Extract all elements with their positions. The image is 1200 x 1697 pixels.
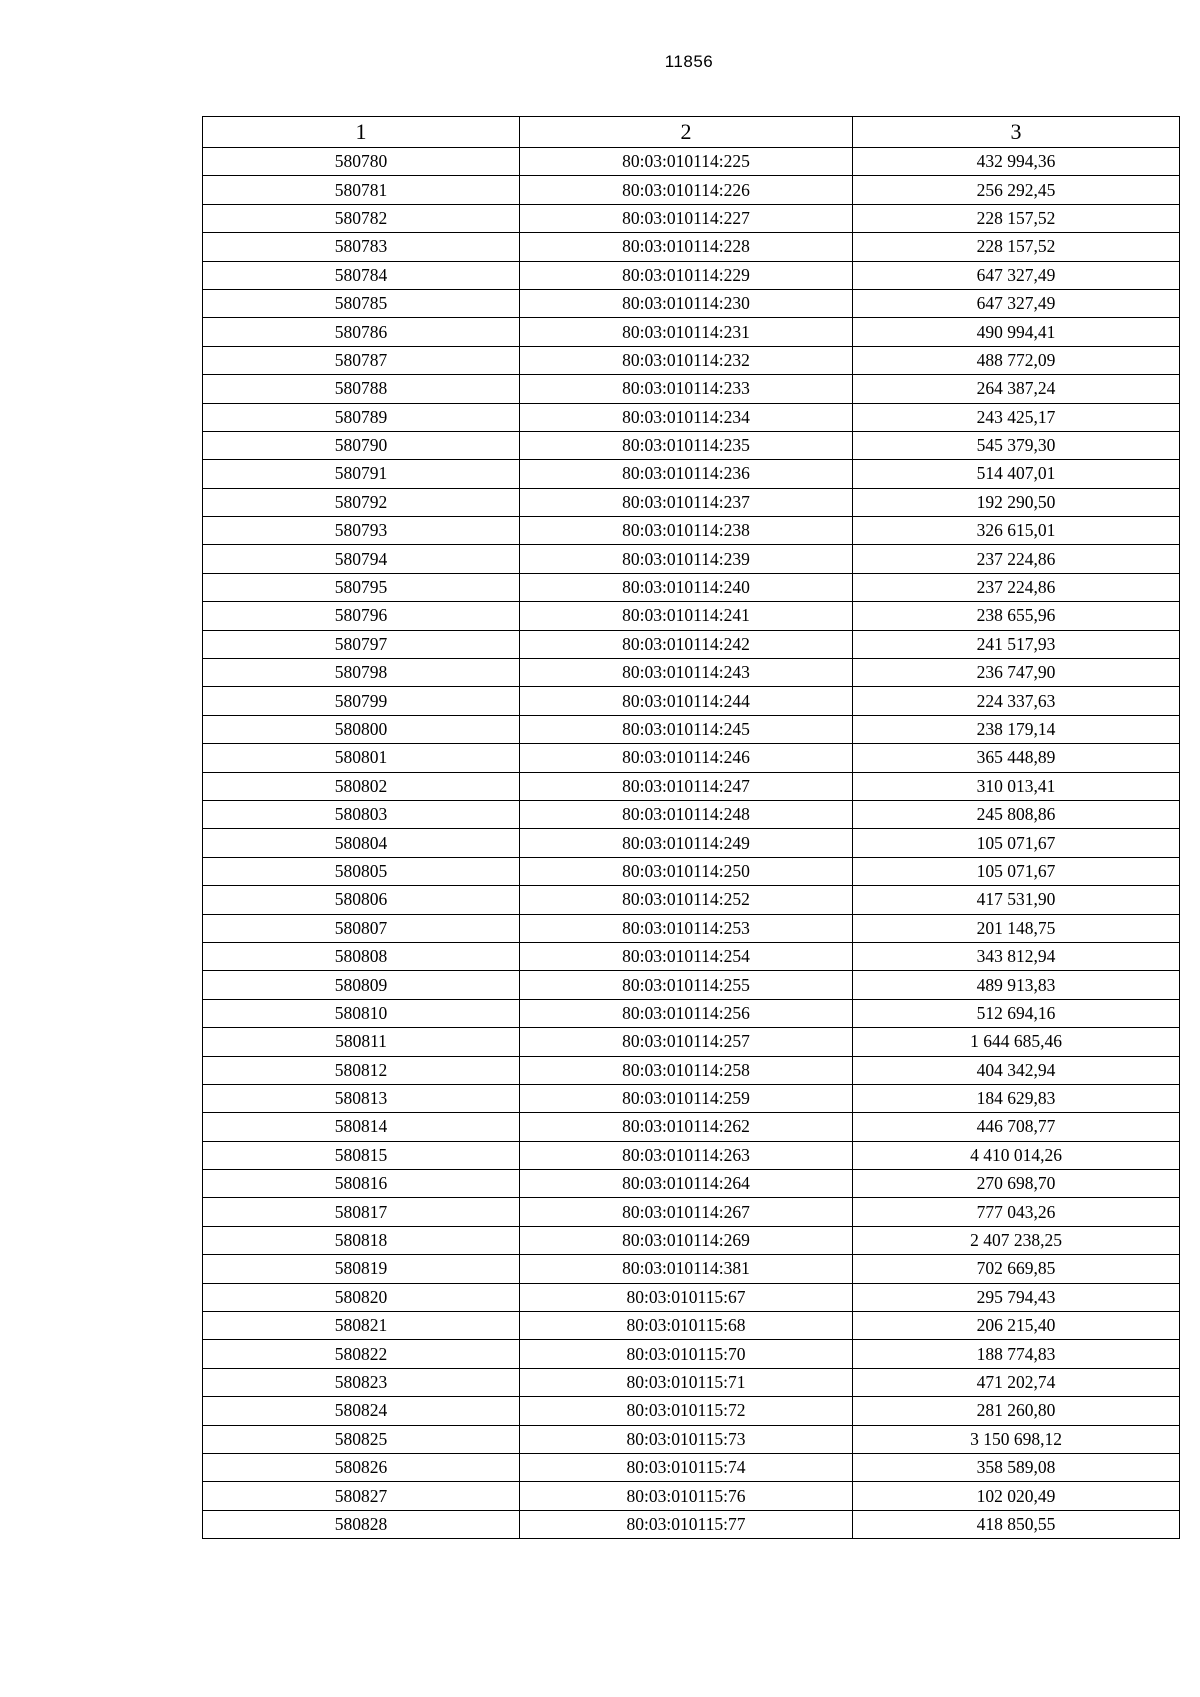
table-cell: 580790 (203, 431, 520, 459)
table-row (203, 261, 1180, 289)
table-row (203, 857, 1180, 885)
table-cell: 184 629,83 (853, 1084, 1180, 1112)
table-cell: 80:03:010114:259 (520, 1084, 853, 1112)
table-cell: 270 698,70 (853, 1170, 1180, 1198)
table-cell: 471 202,74 (853, 1368, 1180, 1396)
table-row (203, 772, 1180, 800)
table-cell: 580823 (203, 1368, 520, 1396)
table-row (203, 460, 1180, 488)
table-cell: 647 327,49 (853, 289, 1180, 317)
table-cell: 580803 (203, 800, 520, 828)
table-cell: 580782 (203, 204, 520, 232)
table-cell: 4 410 014,26 (853, 1141, 1180, 1169)
data-table (202, 116, 1180, 1539)
table-row (203, 744, 1180, 772)
table-row (203, 488, 1180, 516)
table-cell: 80:03:010114:255 (520, 971, 853, 999)
table-header-row (203, 117, 1180, 148)
table-cell: 80:03:010114:248 (520, 800, 853, 828)
table-cell: 237 224,86 (853, 545, 1180, 573)
table-cell: 241 517,93 (853, 630, 1180, 658)
table-cell: 206 215,40 (853, 1312, 1180, 1340)
table-cell: 224 337,63 (853, 687, 1180, 715)
table-cell: 105 071,67 (853, 857, 1180, 885)
table-cell: 580786 (203, 318, 520, 346)
table-row (203, 1226, 1180, 1254)
column-header: 1 (203, 117, 520, 148)
table-cell: 80:03:010114:236 (520, 460, 853, 488)
table-cell: 580820 (203, 1283, 520, 1311)
table-cell: 80:03:010114:243 (520, 659, 853, 687)
table-cell: 580801 (203, 744, 520, 772)
table-cell: 80:03:010115:77 (520, 1510, 853, 1538)
table-cell: 188 774,83 (853, 1340, 1180, 1368)
table-cell: 80:03:010114:231 (520, 318, 853, 346)
table-row (203, 573, 1180, 601)
table-cell: 80:03:010114:225 (520, 148, 853, 176)
table-cell: 80:03:010114:263 (520, 1141, 853, 1169)
table-row (203, 545, 1180, 573)
table-cell: 264 387,24 (853, 375, 1180, 403)
table-cell: 580798 (203, 659, 520, 687)
table-row (203, 1283, 1180, 1311)
table-cell: 580813 (203, 1084, 520, 1112)
table-cell: 580783 (203, 233, 520, 261)
table-cell: 404 342,94 (853, 1056, 1180, 1084)
table-cell: 295 794,43 (853, 1283, 1180, 1311)
table-cell: 80:03:010114:247 (520, 772, 853, 800)
table-row (203, 942, 1180, 970)
table-cell: 80:03:010114:232 (520, 346, 853, 374)
table-row (203, 346, 1180, 374)
table-row (203, 1255, 1180, 1283)
table-row (203, 602, 1180, 630)
table-cell: 80:03:010114:239 (520, 545, 853, 573)
table-cell: 236 747,90 (853, 659, 1180, 687)
table-cell: 365 448,89 (853, 744, 1180, 772)
table-cell: 417 531,90 (853, 886, 1180, 914)
table-cell: 256 292,45 (853, 176, 1180, 204)
table-row (203, 1141, 1180, 1169)
table-cell: 580789 (203, 403, 520, 431)
table-cell: 580800 (203, 715, 520, 743)
table-cell: 80:03:010114:227 (520, 204, 853, 232)
table-row (203, 1425, 1180, 1453)
table-row (203, 659, 1180, 687)
table-row (203, 1113, 1180, 1141)
table-row (203, 1056, 1180, 1084)
table-row (203, 800, 1180, 828)
table-cell: 80:03:010114:230 (520, 289, 853, 317)
table-cell: 80:03:010114:226 (520, 176, 853, 204)
table-row (203, 148, 1180, 176)
table-cell: 580819 (203, 1255, 520, 1283)
table-cell: 580804 (203, 829, 520, 857)
column-header: 2 (520, 117, 853, 148)
table-cell: 80:03:010114:235 (520, 431, 853, 459)
table-cell: 80:03:010114:267 (520, 1198, 853, 1226)
table-row (203, 715, 1180, 743)
table-cell: 580811 (203, 1028, 520, 1056)
table-cell: 228 157,52 (853, 204, 1180, 232)
table-cell: 446 708,77 (853, 1113, 1180, 1141)
table-cell: 580828 (203, 1510, 520, 1538)
table-cell: 1 644 685,46 (853, 1028, 1180, 1056)
table-cell: 490 994,41 (853, 318, 1180, 346)
table-cell: 80:03:010114:258 (520, 1056, 853, 1084)
table-body (203, 148, 1180, 1539)
table-row (203, 375, 1180, 403)
table-row (203, 1482, 1180, 1510)
table-row (203, 204, 1180, 232)
table-cell: 80:03:010114:249 (520, 829, 853, 857)
table-row (203, 403, 1180, 431)
column-header: 3 (853, 117, 1180, 148)
table-cell: 80:03:010114:246 (520, 744, 853, 772)
table-cell: 105 071,67 (853, 829, 1180, 857)
table-cell: 80:03:010114:252 (520, 886, 853, 914)
table-cell: 80:03:010115:68 (520, 1312, 853, 1340)
table-cell: 580817 (203, 1198, 520, 1226)
table-cell: 580784 (203, 261, 520, 289)
table-cell: 102 020,49 (853, 1482, 1180, 1510)
table-cell: 580792 (203, 488, 520, 516)
table-row (203, 1312, 1180, 1340)
table-cell: 80:03:010115:76 (520, 1482, 853, 1510)
table-cell: 80:03:010114:264 (520, 1170, 853, 1198)
table-cell: 580818 (203, 1226, 520, 1254)
table-cell: 702 669,85 (853, 1255, 1180, 1283)
table-cell: 80:03:010114:381 (520, 1255, 853, 1283)
table-cell: 243 425,17 (853, 403, 1180, 431)
table-row (203, 687, 1180, 715)
table-cell: 80:03:010114:245 (520, 715, 853, 743)
table-cell: 418 850,55 (853, 1510, 1180, 1538)
table-cell: 80:03:010114:233 (520, 375, 853, 403)
table-cell: 580826 (203, 1453, 520, 1481)
table-cell: 580802 (203, 772, 520, 800)
table-cell: 580806 (203, 886, 520, 914)
table-row (203, 1453, 1180, 1481)
table-cell: 777 043,26 (853, 1198, 1180, 1226)
table-cell: 580808 (203, 942, 520, 970)
table-row (203, 971, 1180, 999)
table-cell: 80:03:010114:237 (520, 488, 853, 516)
table-cell: 580791 (203, 460, 520, 488)
table-row (203, 233, 1180, 261)
table-cell: 80:03:010114:250 (520, 857, 853, 885)
table-row (203, 431, 1180, 459)
table-cell: 326 615,01 (853, 517, 1180, 545)
table-cell: 80:03:010114:244 (520, 687, 853, 715)
table-row (203, 999, 1180, 1027)
table-cell: 238 655,96 (853, 602, 1180, 630)
table-cell: 514 407,01 (853, 460, 1180, 488)
table-cell: 80:03:010114:254 (520, 942, 853, 970)
table-cell: 580807 (203, 914, 520, 942)
table-cell: 80:03:010114:241 (520, 602, 853, 630)
table-cell: 580797 (203, 630, 520, 658)
table-cell: 343 812,94 (853, 942, 1180, 970)
table-cell: 80:03:010114:269 (520, 1226, 853, 1254)
table-cell: 580821 (203, 1312, 520, 1340)
table-cell: 580788 (203, 375, 520, 403)
table-row (203, 1028, 1180, 1056)
table-cell: 545 379,30 (853, 431, 1180, 459)
table-cell: 580810 (203, 999, 520, 1027)
table-row (203, 517, 1180, 545)
table-row (203, 1397, 1180, 1425)
table-cell: 310 013,41 (853, 772, 1180, 800)
table-cell: 580785 (203, 289, 520, 317)
table-cell: 580812 (203, 1056, 520, 1084)
table-cell: 80:03:010114:256 (520, 999, 853, 1027)
table-cell: 580794 (203, 545, 520, 573)
table-cell: 3 150 698,12 (853, 1425, 1180, 1453)
table-cell: 237 224,86 (853, 573, 1180, 601)
table-cell: 80:03:010114:257 (520, 1028, 853, 1056)
table-cell: 432 994,36 (853, 148, 1180, 176)
table-cell: 580825 (203, 1425, 520, 1453)
table-cell: 238 179,14 (853, 715, 1180, 743)
table-cell: 358 589,08 (853, 1453, 1180, 1481)
table-row (203, 1368, 1180, 1396)
table-cell: 488 772,09 (853, 346, 1180, 374)
table-cell: 580827 (203, 1482, 520, 1510)
table-cell: 580787 (203, 346, 520, 374)
table-cell: 80:03:010114:238 (520, 517, 853, 545)
table-cell: 80:03:010114:229 (520, 261, 853, 289)
table-cell: 580781 (203, 176, 520, 204)
table-cell: 580816 (203, 1170, 520, 1198)
table-cell: 80:03:010114:262 (520, 1113, 853, 1141)
table-row (203, 289, 1180, 317)
table-row (203, 176, 1180, 204)
table-cell: 580793 (203, 517, 520, 545)
table-cell: 580809 (203, 971, 520, 999)
table-cell: 580796 (203, 602, 520, 630)
table-cell: 80:03:010114:242 (520, 630, 853, 658)
table-cell: 80:03:010115:74 (520, 1453, 853, 1481)
table-row (203, 318, 1180, 346)
table-cell: 580795 (203, 573, 520, 601)
table-cell: 80:03:010115:72 (520, 1397, 853, 1425)
table-cell: 245 808,86 (853, 800, 1180, 828)
table-row (203, 886, 1180, 914)
table-cell: 580822 (203, 1340, 520, 1368)
table-row (203, 1170, 1180, 1198)
table-cell: 2 407 238,25 (853, 1226, 1180, 1254)
table-cell: 512 694,16 (853, 999, 1180, 1027)
table-cell: 580814 (203, 1113, 520, 1141)
table-cell: 80:03:010114:240 (520, 573, 853, 601)
table-cell: 580815 (203, 1141, 520, 1169)
table-row (203, 1340, 1180, 1368)
table-cell: 192 290,50 (853, 488, 1180, 516)
table-row (203, 630, 1180, 658)
table-cell: 80:03:010115:73 (520, 1425, 853, 1453)
table-cell: 201 148,75 (853, 914, 1180, 942)
table-cell: 580799 (203, 687, 520, 715)
table-cell: 281 260,80 (853, 1397, 1180, 1425)
table-cell: 80:03:010114:234 (520, 403, 853, 431)
table-row (203, 1510, 1180, 1538)
table-cell: 228 157,52 (853, 233, 1180, 261)
table-cell: 580805 (203, 857, 520, 885)
table-cell: 80:03:010114:228 (520, 233, 853, 261)
page-number: 11856 (664, 52, 714, 71)
table-cell: 80:03:010115:67 (520, 1283, 853, 1311)
table-cell: 80:03:010114:253 (520, 914, 853, 942)
table-row (203, 1084, 1180, 1112)
table-row (203, 914, 1180, 942)
table-cell: 80:03:010115:71 (520, 1368, 853, 1396)
table-cell: 647 327,49 (853, 261, 1180, 289)
table-cell: 80:03:010115:70 (520, 1340, 853, 1368)
table-cell: 580780 (203, 148, 520, 176)
table-cell: 580824 (203, 1397, 520, 1425)
table-row (203, 829, 1180, 857)
table-row (203, 1198, 1180, 1226)
table-cell: 489 913,83 (853, 971, 1180, 999)
